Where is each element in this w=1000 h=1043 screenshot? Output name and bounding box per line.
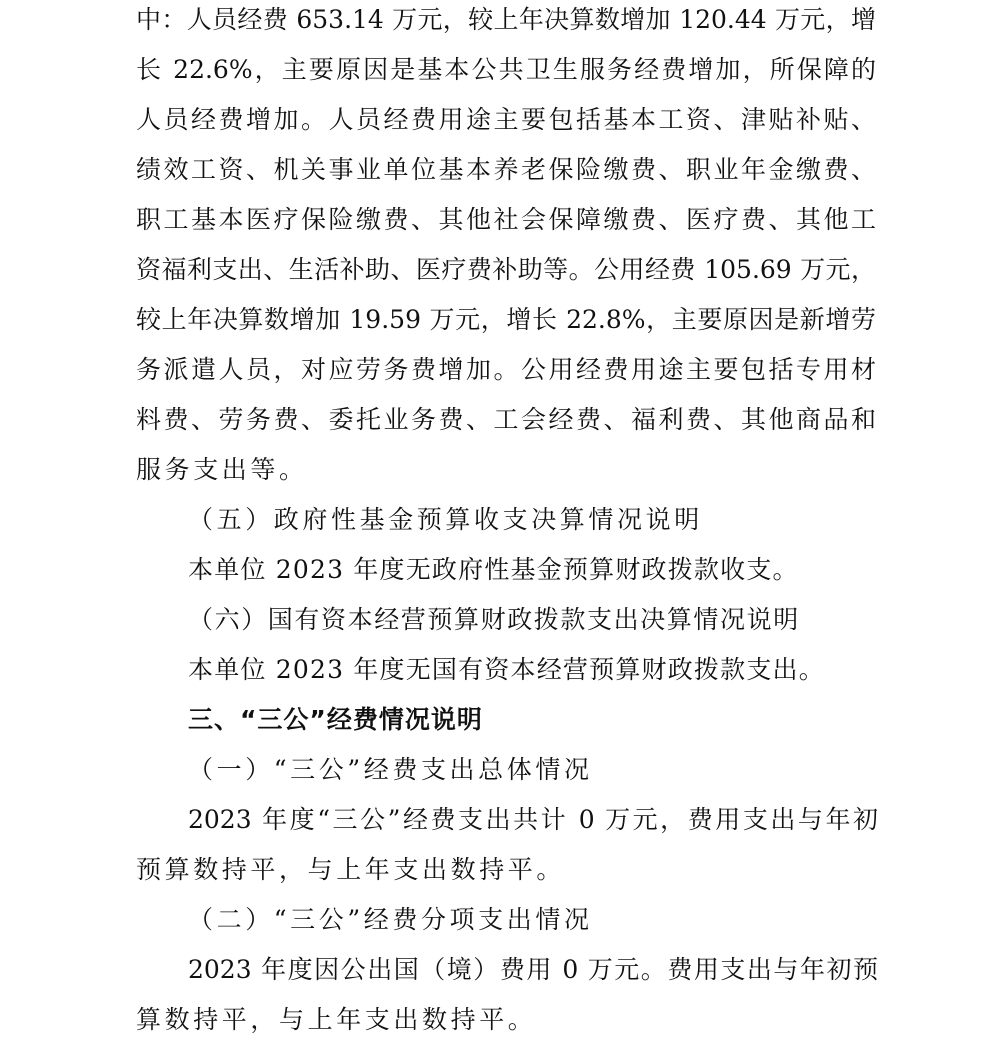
paragraph-line: 资福利支出、生活补助、医疗费补助等。公用经费 105.69 万元，	[136, 255, 876, 284]
paragraph-line: 中：人员经费 653.14 万元，较上年决算数增加 120.44 万元，增	[136, 5, 876, 34]
paragraph-line: 绩效工资、机关事业单位基本养老保险缴费、职业年金缴费、	[136, 155, 876, 184]
section-heading-6: （六）国有资本经营预算财政拨款支出决算情况说明	[188, 605, 800, 634]
paragraph-line: 2023 年度因公出国（境）费用 0 万元。费用支出与年初预	[188, 955, 878, 984]
paragraph-line: 算数持平，与上年支出数持平。	[136, 1005, 537, 1034]
paragraph-line: 本单位 2023 年度无政府性基金预算财政拨款收支。	[188, 555, 799, 584]
section-heading-5: （五）政府性基金预算收支决算情况说明	[188, 505, 703, 534]
section-heading-1: （一）“三公”经费支出总体情况	[188, 755, 593, 784]
paragraph-line: 2023 年度“三公”经费支出共计 0 万元，费用支出与年初	[188, 805, 878, 834]
paragraph-line: 务派遣人员，对应劳务费增加。公用经费用途主要包括专用材	[136, 355, 876, 384]
paragraph-line: 预算数持平，与上年支出数持平。	[136, 855, 566, 884]
paragraph-line: 人员经费增加。人员经费用途主要包括基本工资、津贴补贴、	[136, 105, 876, 134]
paragraph-line: 本单位 2023 年度无国有资本经营预算财政拨款支出。	[188, 655, 825, 684]
chapter-heading: 三、“三公”经费情况说明	[188, 705, 483, 734]
paragraph-line: 长 22.6%，主要原因是基本公共卫生服务经费增加，所保障的	[136, 55, 876, 84]
paragraph-line: 料费、劳务费、委托业务费、工会经费、福利费、其他商品和	[136, 405, 876, 434]
paragraph-line: 职工基本医疗保险缴费、其他社会保障缴费、医疗费、其他工	[136, 205, 876, 234]
paragraph-line: 服务支出等。	[136, 455, 308, 484]
section-heading-2: （二）“三公”经费分项支出情况	[188, 905, 593, 934]
paragraph-line: 较上年决算数增加 19.59 万元，增长 22.8%，主要原因是新增劳	[136, 305, 876, 334]
